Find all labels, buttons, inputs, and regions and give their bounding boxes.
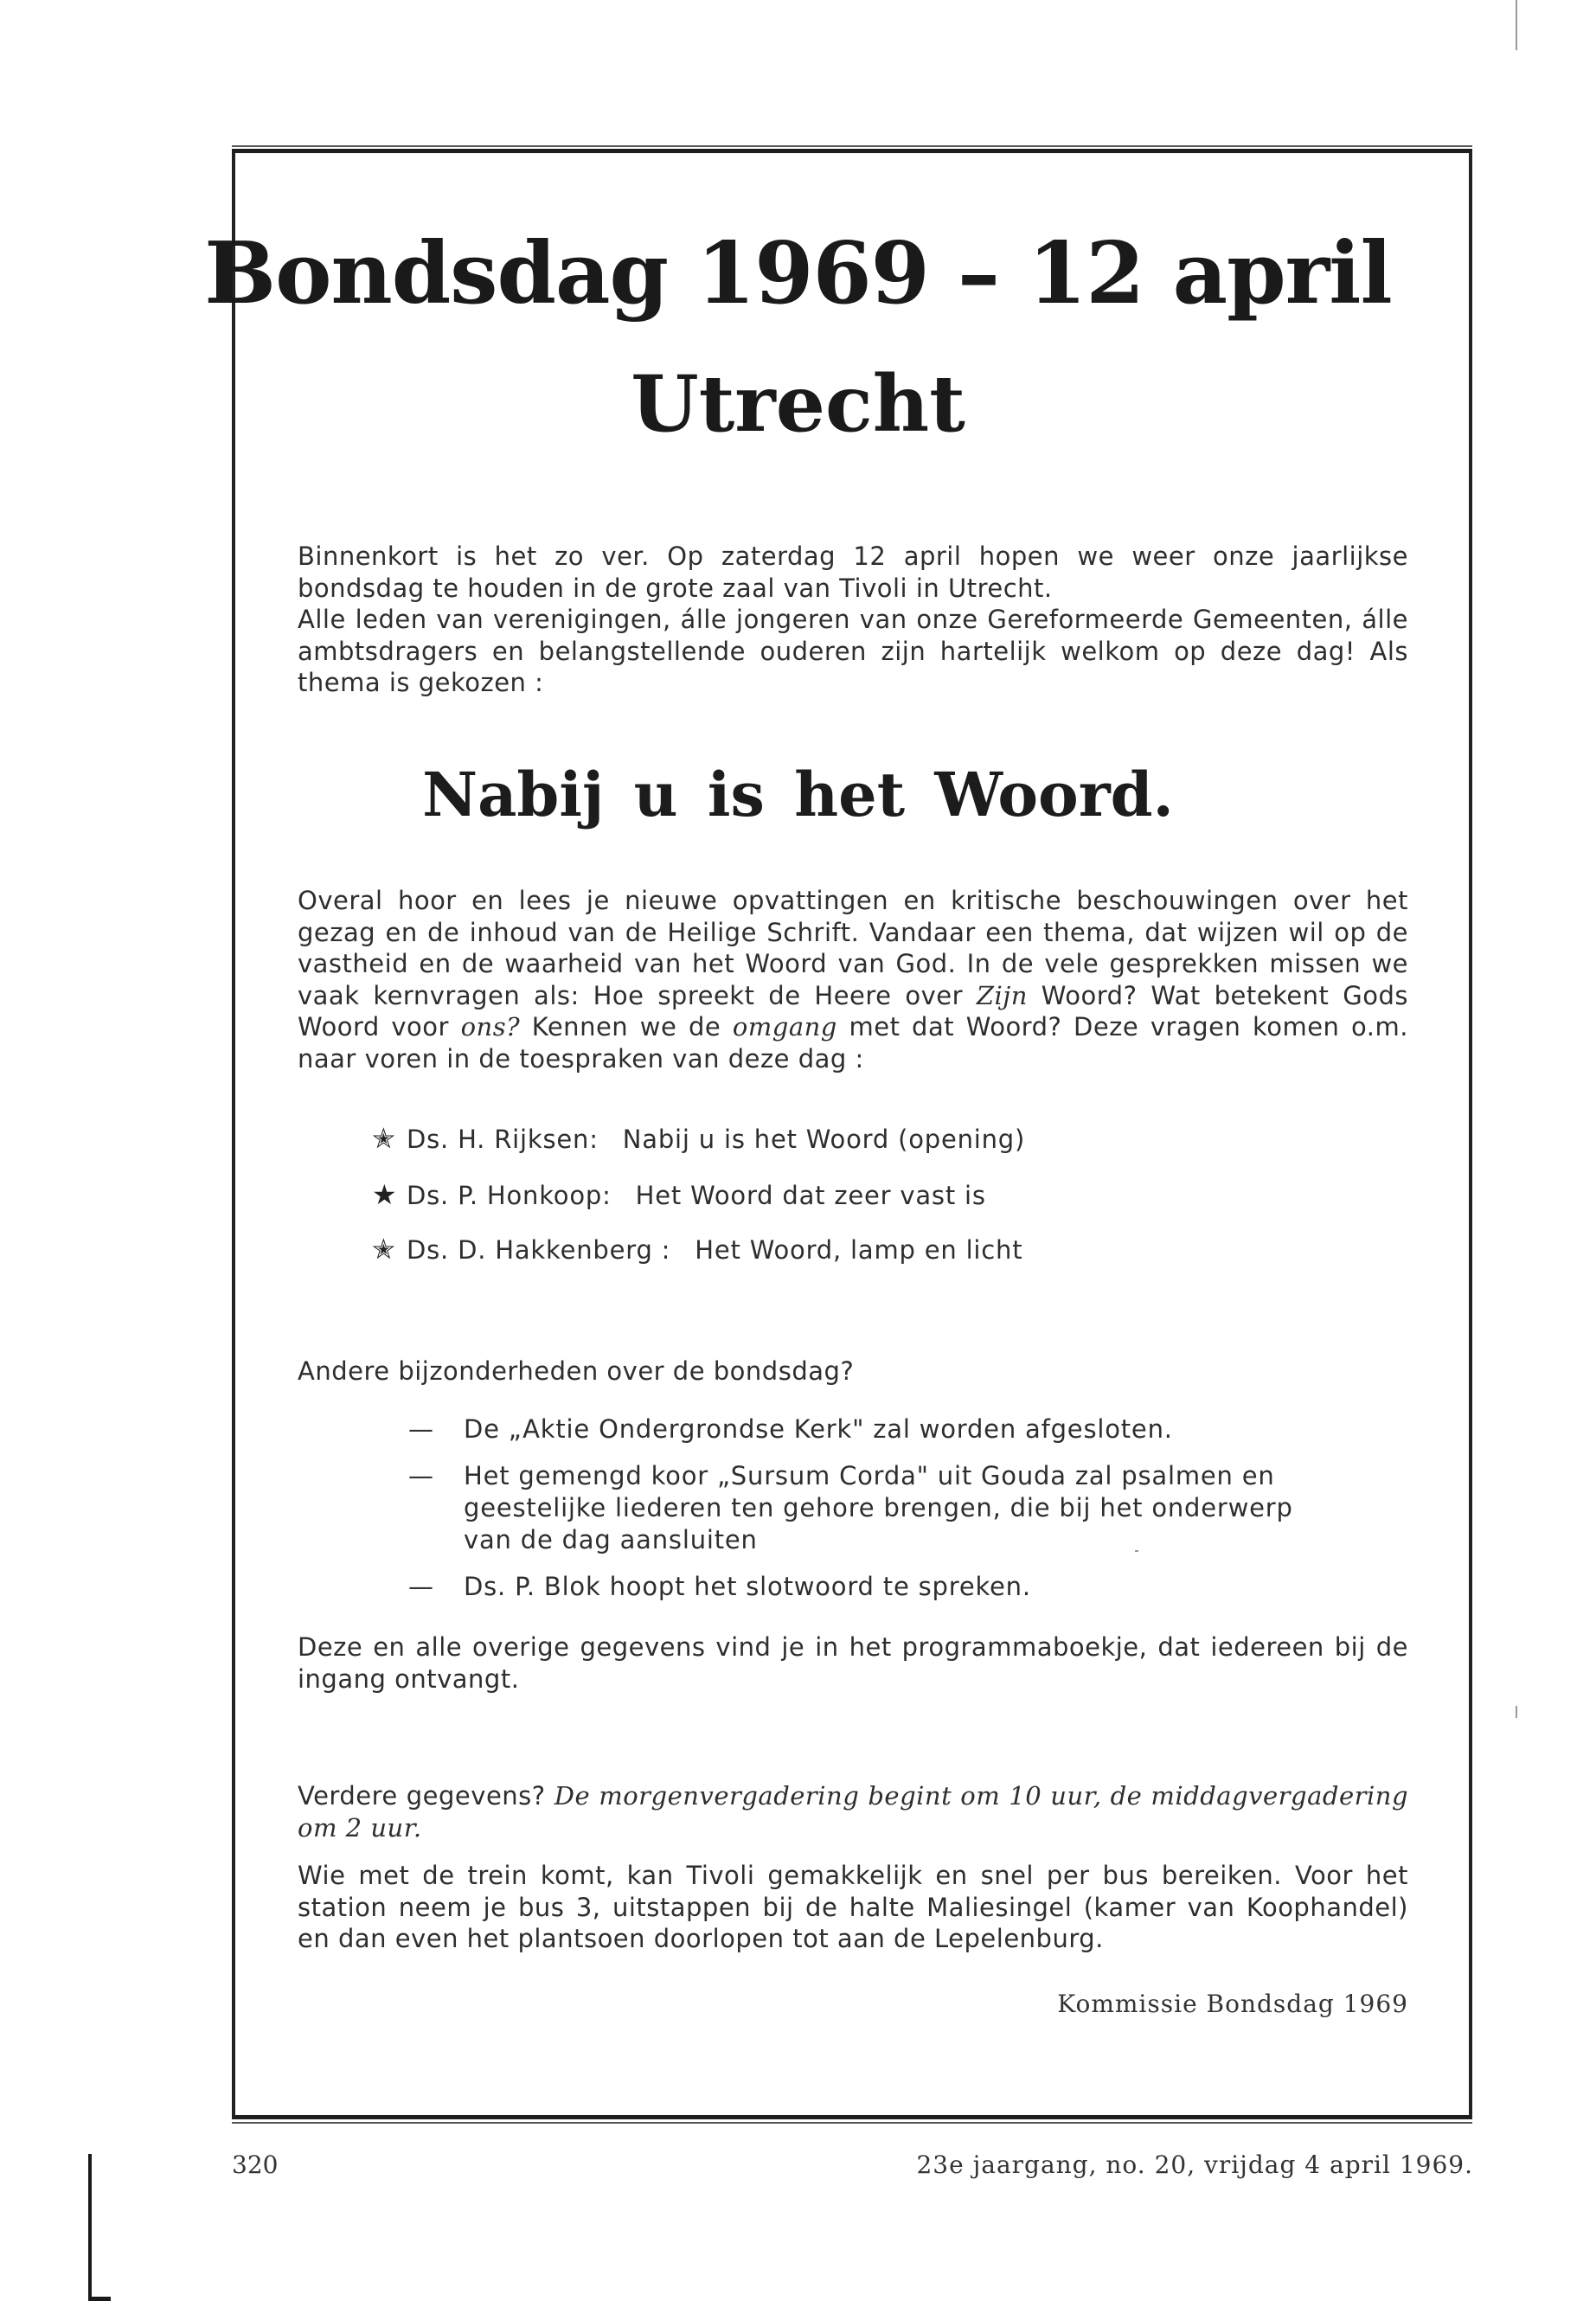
- speaker-name: Ds. P. Honkoop:: [407, 1181, 612, 1210]
- star-icon: ✭: [372, 1122, 396, 1155]
- scan-edge-mark: [1516, 0, 1517, 50]
- speaker-name: Ds. D. Hakkenberg :: [407, 1235, 671, 1265]
- detail-item: — Ds. P. Blok hoopt het slotwoord te spreken.: [408, 1572, 1031, 1601]
- scan-mark: [1135, 1550, 1138, 1552]
- speaker-topic: Nabij u is het Woord (opening): [622, 1125, 1026, 1154]
- theme-heading: Nabij u is het Woord.: [422, 759, 1174, 830]
- speaker-name: Ds. H. Rijksen:: [407, 1125, 599, 1154]
- page-number: 320: [232, 2150, 279, 2179]
- star-icon: ✭: [372, 1233, 396, 1266]
- signature: Kommissie Bondsdag 1969: [1057, 1990, 1408, 2018]
- intro-paragraph-2: Alle leden van verenigingen, álle jongeren van onze Gereformeerde Gemeenten, álle ambtsdragers en belangstellende ouderen zijn hartelijk welkom op deze dag! Als thema is gekozen :: [298, 605, 1408, 697]
- scan-edge-mark: [1516, 1706, 1517, 1718]
- dash-icon: —: [408, 1461, 434, 1490]
- details-question: Andere bijzonderheden over de bondsdag?: [298, 1356, 855, 1386]
- issue-line: 23e jaargang, no. 20, vrijdag 4 april 1969.: [916, 2150, 1473, 2179]
- detail-item: — De „Aktie Ondergrondse Kerk" zal worden afgesloten.: [408, 1414, 1173, 1444]
- headline: Bondsdag 1969 – 12 april: [204, 224, 1392, 324]
- dash-icon: —: [408, 1414, 434, 1444]
- speaker-topic: Het Woord, lamp en licht: [695, 1235, 1023, 1265]
- speaker-item: [372, 1178, 986, 1211]
- detail-item: — Het gemengd koor „Sursum Corda" uit Gouda zal psalmen en geestelijke liederen ten gehore brengen, die bij het onderwerp van de dag aansluiten: [408, 1461, 1293, 1554]
- dash-icon: —: [408, 1572, 434, 1601]
- train-paragraph: Wie met de trein komt, kan Tivoli gemakkelijk en snel per bus bereiken. Voor het station neem je bus 3, uitstappen bij de halte Maliesingel (kamer van Koophandel) en dan even het plantsoen doorlopen tot aan de Lepelenburg.: [298, 1861, 1408, 1953]
- intro-paragraph-1: Binnenkort is het zo ver. Op zaterdag 12 april hopen we weer onze jaarlijkse bondsdag te houden in de grote zaal van Tivoli in Utrecht.: [298, 542, 1408, 603]
- scan-edge-mark: [88, 2154, 92, 2301]
- times-paragraph: Verdere gegevens? De morgenvergadering begint om 10 uur, de middagvergadering om 2 uur.: [298, 1781, 1409, 1843]
- booklet-paragraph: Deze en alle overige gegevens vind je in het programmaboekje, dat iedereen bij de ingang ontvangt.: [298, 1632, 1408, 1694]
- headline-city: Utrecht: [631, 358, 965, 450]
- star-icon: ★: [372, 1178, 398, 1211]
- speaker-item: [372, 1122, 1026, 1155]
- speaker-item: [372, 1233, 1023, 1266]
- scan-edge-mark: [88, 2297, 111, 2301]
- body-paragraph: Overal hoor en lees je nieuwe opvattingen en kritische beschouwingen over het gezag en de inhoud van de Heilige Schrift. Vandaar een thema, dat wijzen wil op de vastheid en de waarheid van het Woord van God. In de vele gesprekken missen we vaak kernvragen als: Hoe spreekt de Heere over Zijn Woord? Wat betekent Gods Woord voor ons? Kennen we de omgang met dat Woord? Deze vragen komen o.m. naar voren in de toespraken van deze dag :: [298, 886, 1408, 1074]
- speaker-topic: Het Woord dat zeer vast is: [635, 1181, 986, 1210]
